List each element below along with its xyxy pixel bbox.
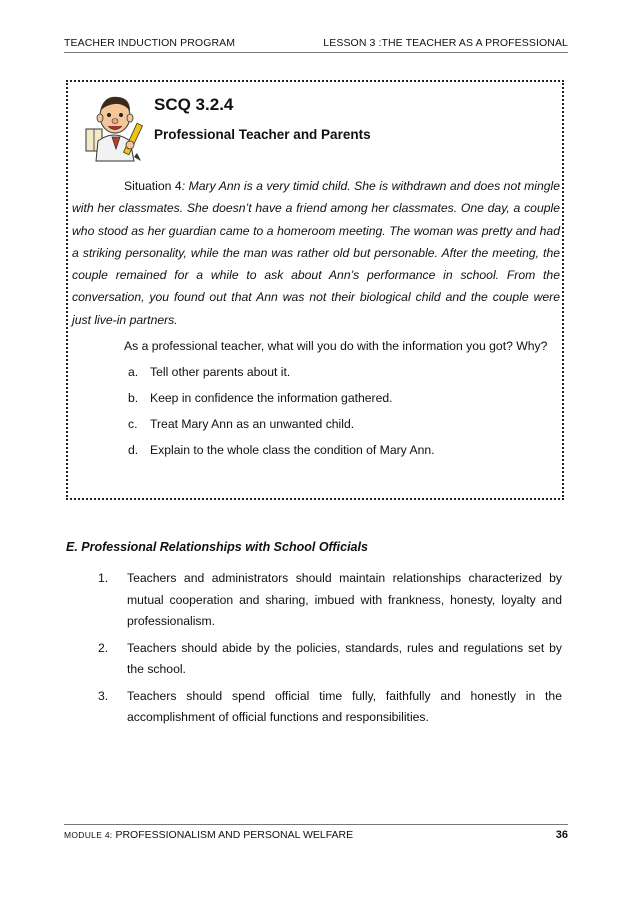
scq-title: SCQ 3.2.4: [154, 95, 234, 114]
option-item: d. Explain to the whole class the condition of Mary Ann.: [128, 443, 435, 458]
list-item: 2. Teachers should abide by the policies, standards, rules and regulations set by the school.: [98, 640, 562, 676]
header-program: TEACHER INDUCTION PROGRAM: [64, 37, 236, 49]
page-number: 36: [555, 829, 568, 841]
scq-subtitle: Professional Teacher and Parents: [154, 127, 371, 142]
answer-options: [128, 363, 560, 460]
teacher-mascot-icon: [84, 89, 148, 165]
list-item: 3. Teachers should spend official time fully, faithfully and honestly in the accomplishment of official functions and responsibilities.: [98, 688, 562, 724]
header-lesson: LESSON 3 :THE TEACHER AS A PROFESSIONAL: [323, 37, 568, 49]
option-item: b. Keep in confidence the information gathered.: [128, 391, 393, 406]
list-item: 1. Teachers and administrators should maintain relationships characterized by mutual cooperation and sharing, imbued with frankness, honesty, loyalty and professionalism.: [98, 571, 562, 628]
scq-body: [72, 175, 560, 467]
situation-paragraph: [72, 175, 560, 331]
situation-text: : Mary Ann is a very timid child. She is withdrawn and does not mingle with her classmates. She doesn’t have a friend among her classmates. One day, a couple who stood as her guardian came to a homeroom meeting. The woman was pretty and had a striking personality, while the man was rather old but personable. After the meeting, the couple remained for a while to ask about Ann’s performance in school. From the conversation, you found out that Ann was not their biological child and the couple were just live-in partners.: [72, 179, 561, 327]
section-heading: E. Professional Relationships with School Officials: [66, 540, 368, 554]
scq-box: [66, 80, 564, 500]
question-paragraph: As a professional teacher, what will you do with the information you got? Why?: [124, 339, 548, 354]
page-header: [64, 37, 568, 53]
section-school-officials: [66, 540, 562, 734]
footer-module: MODULE 4: PROFESSIONALISM AND PERSONAL WELFARE: [64, 829, 354, 841]
situation-prefix: Situation 4: [124, 179, 182, 193]
section-list: [66, 568, 562, 729]
page-footer: [64, 824, 568, 841]
option-item: c. Treat Mary Ann as an unwanted child.: [128, 417, 355, 432]
option-item: a. Tell other parents about it.: [128, 365, 291, 380]
